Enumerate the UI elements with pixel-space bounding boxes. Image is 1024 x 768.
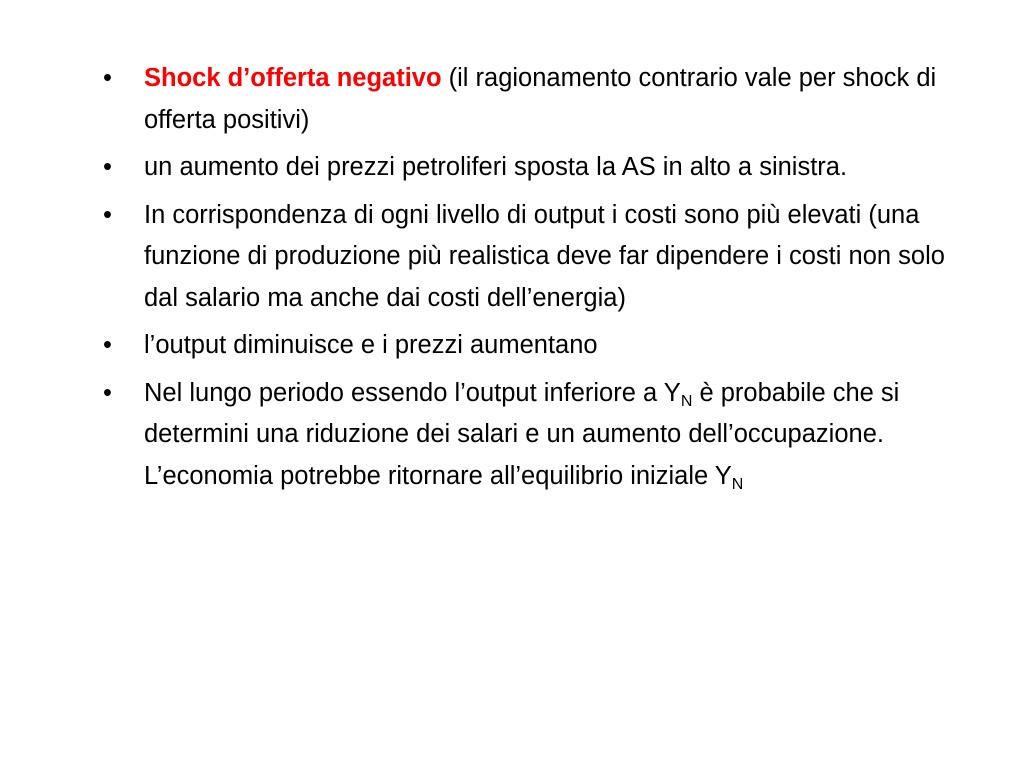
bullet-icon: •: [103, 378, 112, 407]
bullet-text: un aumento dei prezzi petroliferi sposta la AS in alto a sinistra.: [144, 153, 848, 181]
bullet-item-2: [103, 147, 963, 189]
bullet-text-continued: è probabile che si determini una riduzione dei salari e un aumento dell’occupazione. L’economia potrebbe ritornare all’equilibrio iniziale Y: [144, 378, 900, 490]
bullet-emphasis: Shock d’offerta negativo: [144, 64, 442, 92]
bullet-item-1: [103, 58, 963, 141]
bullet-text: In corrispondenza di ogni livello di output i costi sono più elevati (una funzione di produzione più realistica deve far dipendere i costi non solo dal salario ma anche dai costi dell’energia): [144, 200, 945, 312]
bullet-text: Nel lungo periodo essendo l’output inferiore a Y: [144, 378, 681, 407]
bullet-icon: •: [103, 153, 112, 181]
subscript-n: N: [680, 392, 693, 410]
bullet-icon: •: [103, 331, 112, 359]
subscript-n: N: [731, 475, 744, 493]
bullet-text: l’output diminuisce e i prezzi aumentano: [144, 331, 598, 359]
bullet-text: (il ragionamento contrario vale per shock di offerta positivi): [144, 64, 937, 134]
bullet-icon: •: [103, 64, 112, 92]
bullet-item-5: [103, 373, 963, 498]
bullet-list: [103, 58, 963, 503]
bullet-item-4: [103, 325, 963, 367]
bullet-icon: •: [103, 200, 112, 229]
bullet-item-3: [103, 195, 963, 320]
